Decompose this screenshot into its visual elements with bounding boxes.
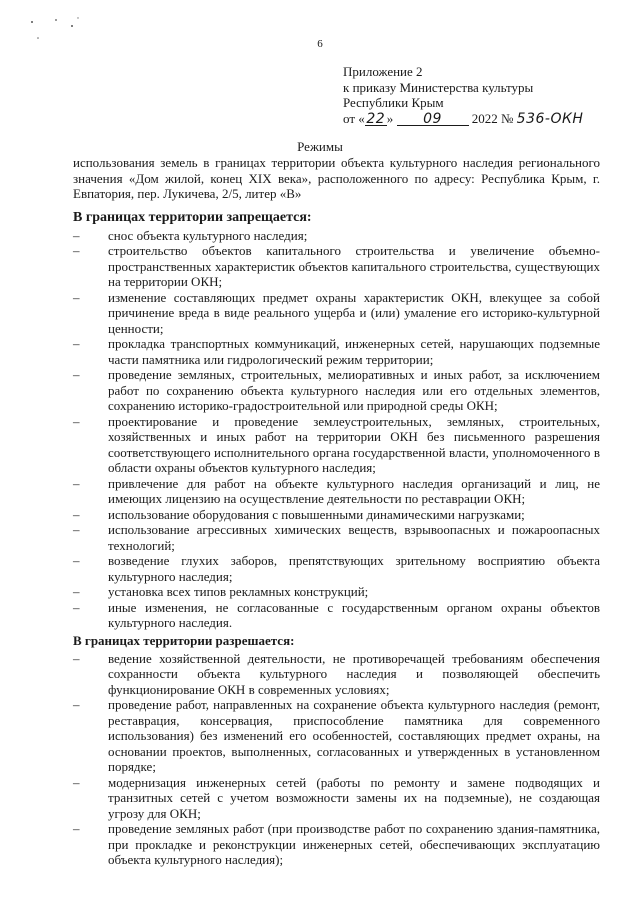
list-dash: – <box>73 599 80 615</box>
annex-republic: Республики Крым <box>343 95 444 110</box>
list-item <box>73 243 600 290</box>
order-number: 536-ОКН <box>516 110 584 127</box>
document-title: Режимы <box>297 139 343 154</box>
list-item <box>73 228 600 244</box>
list-dash: – <box>73 506 80 522</box>
list-item <box>73 290 600 337</box>
list-item-text: использование агрессивных химических веществ, взрывоопасных и пожароопасных технологий; <box>108 522 600 553</box>
list-item-text: проведение работ, направленных на сохранение объекта культурного наследия (ремонт, реставрация, консервация, приспособление памятника для современного использования) без изменений его особенностей, составляющих предмет охраны, на основании проектов, выполненных, согласованных и утвержденных в установленном порядке; <box>108 697 600 774</box>
list-item-text: проведение земляных работ (при производстве работ по сохранению здания-памятника, при прокладке и реконструкции инженерных сетей, обеспечивающих эксплуатацию объекта культурного наследия); <box>108 821 600 867</box>
list-dash: – <box>73 821 80 836</box>
list-item <box>73 553 600 584</box>
list-dash: – <box>73 289 80 305</box>
date-day: 22 <box>366 110 386 127</box>
list-item-text: снос объекта культурного наследия; <box>108 227 308 243</box>
list-item <box>73 600 600 631</box>
list-item <box>73 651 600 698</box>
section-forbidden <box>73 210 600 631</box>
list-dash: – <box>73 774 80 790</box>
date-prefix: от « <box>343 110 365 126</box>
list-item <box>73 584 600 600</box>
list-item-text: проектирование и проведение землеустроительных, земляных, строительных, хозяйственных и иных работ на территории ОКН без письменного разрешения соответствующего исполнительного органа государственной власти, уполномоченного в области охраны объектов культурного наследия; <box>108 413 600 475</box>
annex-date-line <box>343 111 583 128</box>
annex-block <box>343 64 583 127</box>
list-dash: – <box>73 227 80 243</box>
annex-title: Приложение 2 <box>343 64 423 79</box>
heading-allowed: В границах территории разрешается: <box>73 633 295 648</box>
list-item <box>73 367 600 414</box>
list-dash: – <box>73 553 80 568</box>
list-dash: – <box>73 584 80 599</box>
list-item-text: проведение земляных, строительных, мелиоративных и иных работ, за исключением работ по сохранению объекта культурного наследия или его отдельных элементов, сохранению историко-градостроительной или природной среды ОКН; <box>108 367 600 413</box>
page-number: 6 <box>317 38 323 50</box>
annex-order-ref: к приказу Министерства культуры <box>343 79 534 95</box>
document-intro: использования земель в границах территории объекта культурного наследия регионального значения «Дом жилой, конец XIX века», расположенного по адресу: Республика Крым, г. Евпатория, пер. Лукичева, 2/5, литер «В» <box>73 155 600 201</box>
list-item <box>73 476 600 507</box>
list-item-text: прокладка транспортных коммуникаций, инженерных сетей, нарушающих подземные части памятника или гидрологический режим территории; <box>108 336 600 367</box>
date-month: 09 <box>397 113 469 126</box>
heading-forbidden: В границах территории запрещается: <box>73 210 312 225</box>
list-dash: – <box>73 475 80 491</box>
date-year: 2022 № <box>471 110 514 126</box>
allowed-list <box>73 651 600 868</box>
list-item-text: ведение хозяйственной деятельности, не противоречащей требованиям обеспечения сохранности объекта культурного наследия и позволяющей обеспечить функционирование ОКН в современных условиях; <box>108 650 600 697</box>
forbidden-list <box>73 228 600 631</box>
list-item <box>73 336 600 367</box>
list-dash: – <box>73 243 80 258</box>
list-dash: – <box>73 522 80 537</box>
list-item-text: строительство объектов капитального строительства и увеличение объемно-пространственных характеристик объектов капитального строительства, существующих на территории ОКН; <box>108 243 600 289</box>
date-mid: » <box>386 110 397 126</box>
list-dash: – <box>73 697 80 712</box>
list-item-text: установка всех типов рекламных конструкций; <box>108 584 369 599</box>
list-dash: – <box>73 336 80 351</box>
list-item <box>73 821 600 868</box>
list-dash: – <box>73 413 80 429</box>
list-item <box>73 507 600 523</box>
list-item-text: изменение составляющих предмет охраны характеристик ОКН, влекущее за собой причинение вреда в виде реального ущерба и (или) умаление его историко-культурной ценности; <box>108 289 600 336</box>
list-item-text: использование оборудования с повышенными динамическими нагрузками; <box>108 506 525 522</box>
list-item <box>73 522 600 553</box>
list-item <box>73 414 600 476</box>
list-dash: – <box>73 650 80 666</box>
list-item-text: привлечение для работ на объекте культурного наследия организаций и лиц, не имеющих лицензию на осуществление деятельности по реставрации ОКН; <box>108 475 600 506</box>
section-allowed <box>73 633 600 868</box>
list-item-text: иные изменения, не согласованные с государственным органом охраны объектов культурного наследия. <box>108 599 600 630</box>
list-item <box>73 775 600 822</box>
list-item <box>73 697 600 775</box>
list-item-text: модернизация инженерных сетей (работы по ремонту и замене подводящих и транзитных сетей с учетом возможности замены их на подземные), не создающая угрозу для ОКН; <box>108 774 600 821</box>
list-dash: – <box>73 367 80 382</box>
list-item-text: возведение глухих заборов, препятствующих зрительному восприятию объекта культурного наследия; <box>108 553 600 584</box>
